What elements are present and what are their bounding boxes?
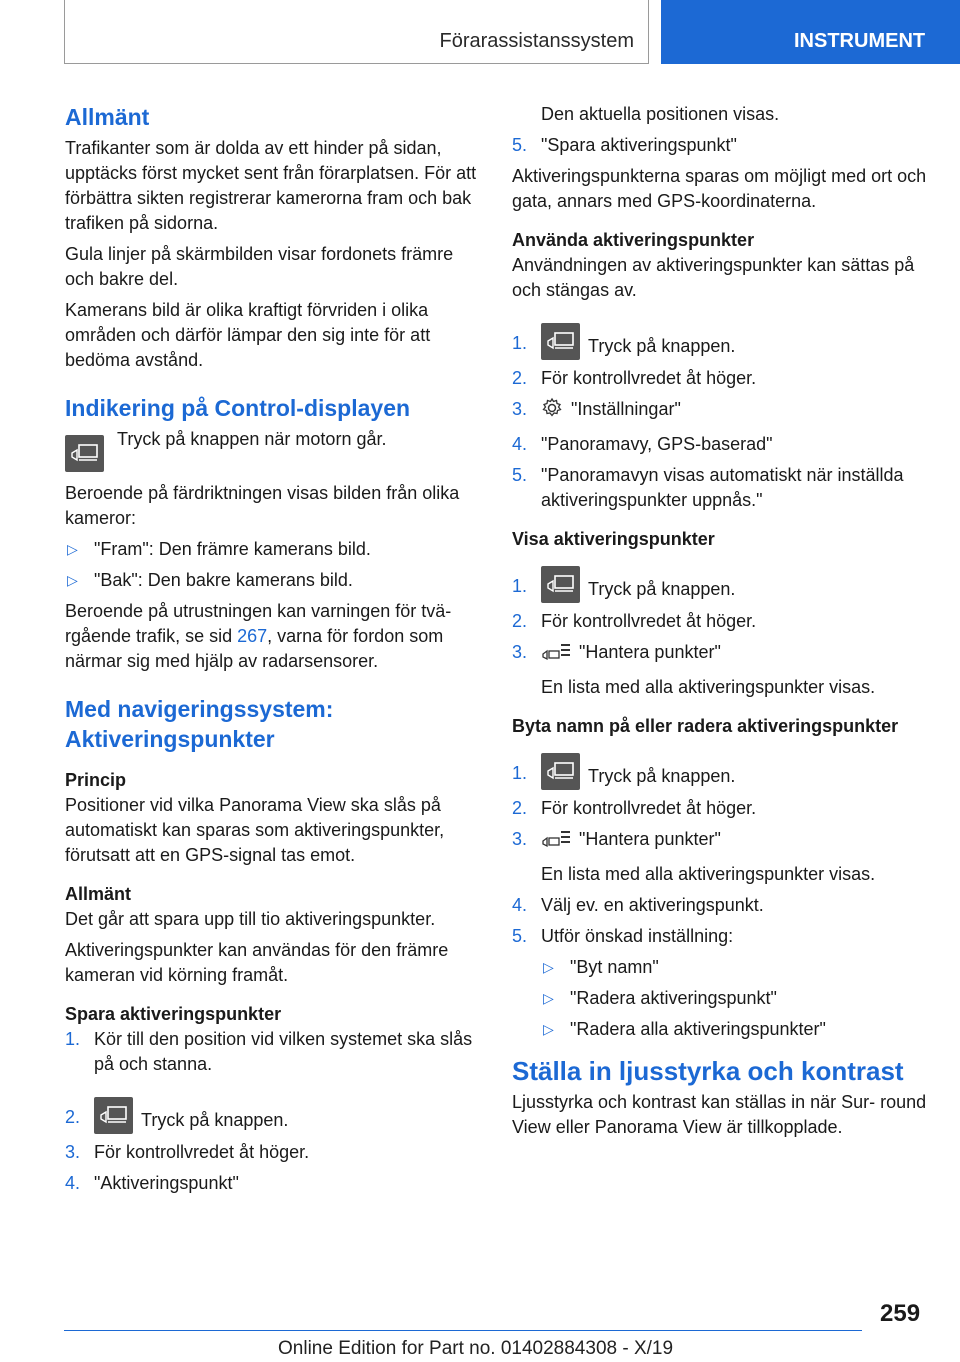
subheading-visa: Visa aktiveringspunkter [512,529,715,549]
list-item: 1. Tryck på knappen. [512,323,927,360]
subheading-anvanda: Använda aktiveringspunkter [512,230,755,250]
subheading-allmant: Allmänt [65,884,132,904]
gear-icon [541,397,563,426]
heading-allmant: Allmänt [65,104,150,130]
subheading-spara: Spara aktiveringspunkter [65,1004,282,1024]
paragraph: Det går att spara upp till tio aktiveringspunkter. [65,909,436,929]
camera-button-icon [541,323,580,360]
list-item-continuation: En lista med alla aktiveringspunkter visas. [541,864,876,884]
paragraph: Användningen av aktiveringspunkter kan sättas på och stängas av. [512,255,915,300]
list-item: ▷ "Bak": Den bakre kamerans bild. [67,570,353,590]
list-item: 4. "Aktiveringspunkt" [65,1173,239,1193]
page-link[interactable]: 267 [237,626,268,646]
subheading-byta: Byta namn på eller radera aktiveringspunkter [512,716,899,736]
list-item: 3. "Inställningar" [512,397,927,426]
camera-button-icon [541,753,580,790]
subheading-princip: Princip [65,770,127,790]
list-item-continuation: Den aktuella positionen visas. [541,104,780,124]
camera-button-icon [541,566,580,603]
sub-list-item: ▷ "Byt namn" [543,957,659,977]
camera-button-icon [65,435,104,472]
list-item: 3. För kontrollvredet åt höger. [65,1142,310,1162]
paragraph: Trafikanter som är dolda av ett hinder på sidan, upptäcks först mycket sent från förarplatsen. För att förbättra sikten registrerar kamerorna fram och bak trafiken på sidorna. [65,138,477,233]
left-column [65,102,480,1196]
paragraph: Beroende på färdriktningen visas bilden från olika kameror: [65,483,460,528]
list-item: 1. Tryck på knappen. [512,566,927,603]
list-item: 4. Välj ev. en aktiveringspunkt. [512,895,764,915]
list-item: 3. "Hantera punkter" [512,640,927,669]
manage-points-icon [541,642,571,669]
sub-list-item: ▷ "Radera alla aktiveringspunkter" [543,1019,826,1039]
paragraph: Gula linjer på skärmbilden visar fordonets främre och bakre del. [65,244,454,289]
page-number: 259 [880,1300,921,1327]
header-section-title: Förarassistanssystem [439,30,634,52]
paragraph: Aktiveringspunkter kan användas för den främre kameran vid körning framåt. [65,940,449,985]
camera-button-row [65,427,480,467]
heading-ljusstyrka: Ställa in ljusstyrka och kontrast [512,1056,904,1086]
list-item: 5. "Spara aktiveringspunkt" [512,135,737,155]
list-item: 4. "Panoramavy, GPS-baserad" [512,434,773,454]
list-item: 5. "Panoramavyn visas automatiskt när inställda aktiveringspunkter uppnås." [512,465,904,510]
paragraph: Aktiveringspunkterna sparas om möjligt med ort och gata, annars med GPS-koordinaterna. [512,166,927,211]
paragraph: Kamerans bild är olika kraftigt förvriden i olika områden och därför lämpar den sig inte för att bedöma avstånd. [65,300,431,370]
list-item: ▷ "Fram": Den främre kamerans bild. [67,539,371,559]
footer-divider [64,1330,862,1331]
right-column [512,102,927,1140]
camera-button-icon [94,1097,133,1134]
sub-list-item: ▷ "Radera aktiveringspunkt" [543,988,777,1008]
paragraph: Positioner vid vilka Panorama View ska slås på automatiskt kan sparas som aktiveringspunkter, förutsatt att en GPS-signal tas emot. [65,795,445,865]
manage-points-icon [541,829,571,856]
header-chapter-tab[interactable]: INSTRUMENT [661,0,960,64]
list-item: 2. För kontrollvredet åt höger. [512,611,757,631]
paragraph: Ljusstyrka och kontrast kan ställas in när Sur- round View eller Panorama View är tillkopplade. [512,1092,927,1137]
list-item: 1. Kör till den position vid vilken systemet ska slås på och stanna. [65,1029,473,1074]
heading-indikering: Indikering på Control-displayen [65,395,411,421]
footer-edition: Online Edition for Part no. 01402884308 - X/19 [278,1338,674,1359]
list-item: 5. Utför önskad inställning: [512,926,734,946]
list-item: 2. Tryck på knappen. [65,1087,480,1134]
list-item: 2. För kontrollvredet åt höger. [512,798,757,818]
list-item: 1. Tryck på knappen. [512,753,927,790]
heading-navigering: Med navigeringssystem: Aktiveringspunkter [65,696,334,752]
list-item: 3. "Hantera punkter" [512,827,927,856]
paragraph: Beroende på utrustningen kan varningen för tvä- rgående trafik, se sid 267, varna för fordon som närmar sig med hjälp av radarsensorer. [65,601,452,671]
list-item-continuation: En lista med alla aktiveringspunkter visas. [541,677,876,697]
list-item: 2. För kontrollvredet åt höger. [512,368,757,388]
paragraph: Tryck på knappen när motorn går. [117,429,387,449]
